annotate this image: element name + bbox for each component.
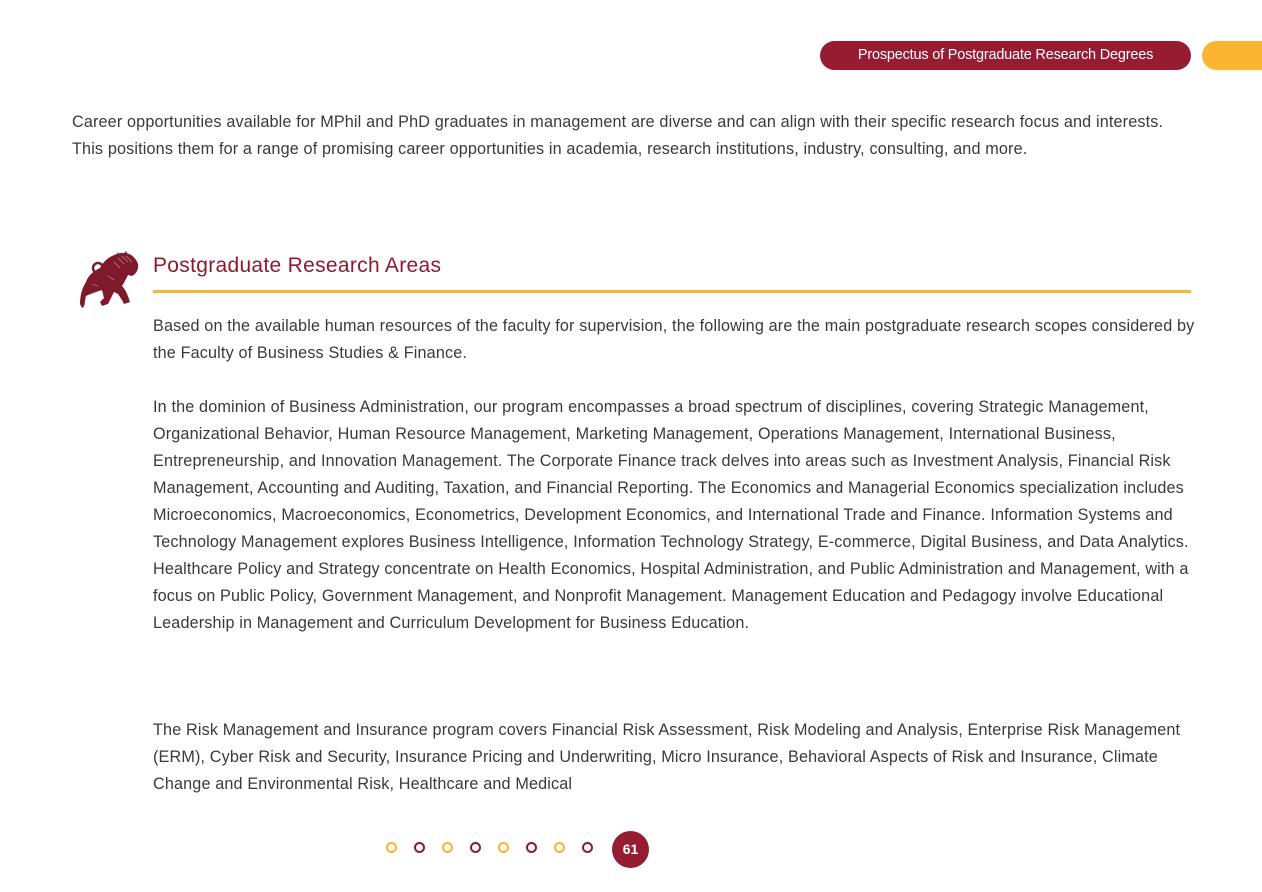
section-paragraph: The Risk Management and Insurance program covers Financial Risk Assessment, Risk Modeling and Analysis, Enterprise Risk Management (ERM), Cyber Risk and Security, Insurance Pricing and Underwriting, Micro Insurance, Behavioral Aspects of Risk and Insurance, Climate Change and Environmental Risk, Healthcare and Medical bbox=[153, 721, 1181, 793]
header-accent-tab bbox=[1202, 41, 1262, 70]
intro-paragraph: Career opportunities available for MPhil and PhD graduates in management are diverse and can align with their specific research focus and interests. This positions them for a range of promising career opportunities in academia, research institutions, industry, consulting, and more. bbox=[72, 113, 1164, 158]
section-title: Postgraduate Research Areas bbox=[153, 254, 442, 277]
decorative-dot bbox=[386, 842, 397, 853]
section-paragraph: Based on the available human resources of the faculty for supervision, the following are the main postgraduate research scopes considered by the Faculty of Business Studies & Finance. bbox=[153, 317, 1195, 362]
decorative-dot bbox=[442, 842, 453, 853]
decorative-dot bbox=[526, 842, 537, 853]
section-divider bbox=[153, 290, 1191, 293]
section-paragraph: In the dominion of Business Administration, our program encompasses a broad spectrum of disciplines, covering Strategic Management, Organizational Behavior, Human Resource Management, Marketing Management, Operations Management, International Business, Entrepreneurship, and Innovation Management. The Corporate Finance track delves into areas such as Investment Analysis, Financial Risk Management, Accounting and Auditing, Taxation, and Financial Reporting. The Economics and Managerial Economics specialization includes Microeconomics, Macroeconomics, Econometrics, Development Economics, and International Trade and Finance. Information Systems and Technology Management explores Business Intelligence, Information Technology Strategy, E-commerce, Digital Business, and Data Analytics. Healthcare Policy and Strategy concentrate on Health Economics, Hospital Administration, and Public Administration and Management, with a focus on Public Policy, Government Management, and Nonprofit Management. Management Education and Pedagogy involve Educational Leadership in Management and Curriculum Development for Business Education. bbox=[153, 398, 1189, 632]
page-decoration-dots bbox=[386, 842, 610, 853]
decorative-dot bbox=[582, 842, 593, 853]
lion-emblem-icon bbox=[78, 250, 140, 310]
page-number-badge: 61 bbox=[612, 831, 649, 868]
decorative-dot bbox=[498, 842, 509, 853]
document-title-badge: Prospectus of Postgraduate Research Degrees bbox=[820, 41, 1191, 70]
decorative-dot bbox=[414, 842, 425, 853]
decorative-dot bbox=[554, 842, 565, 853]
decorative-dot bbox=[470, 842, 481, 853]
